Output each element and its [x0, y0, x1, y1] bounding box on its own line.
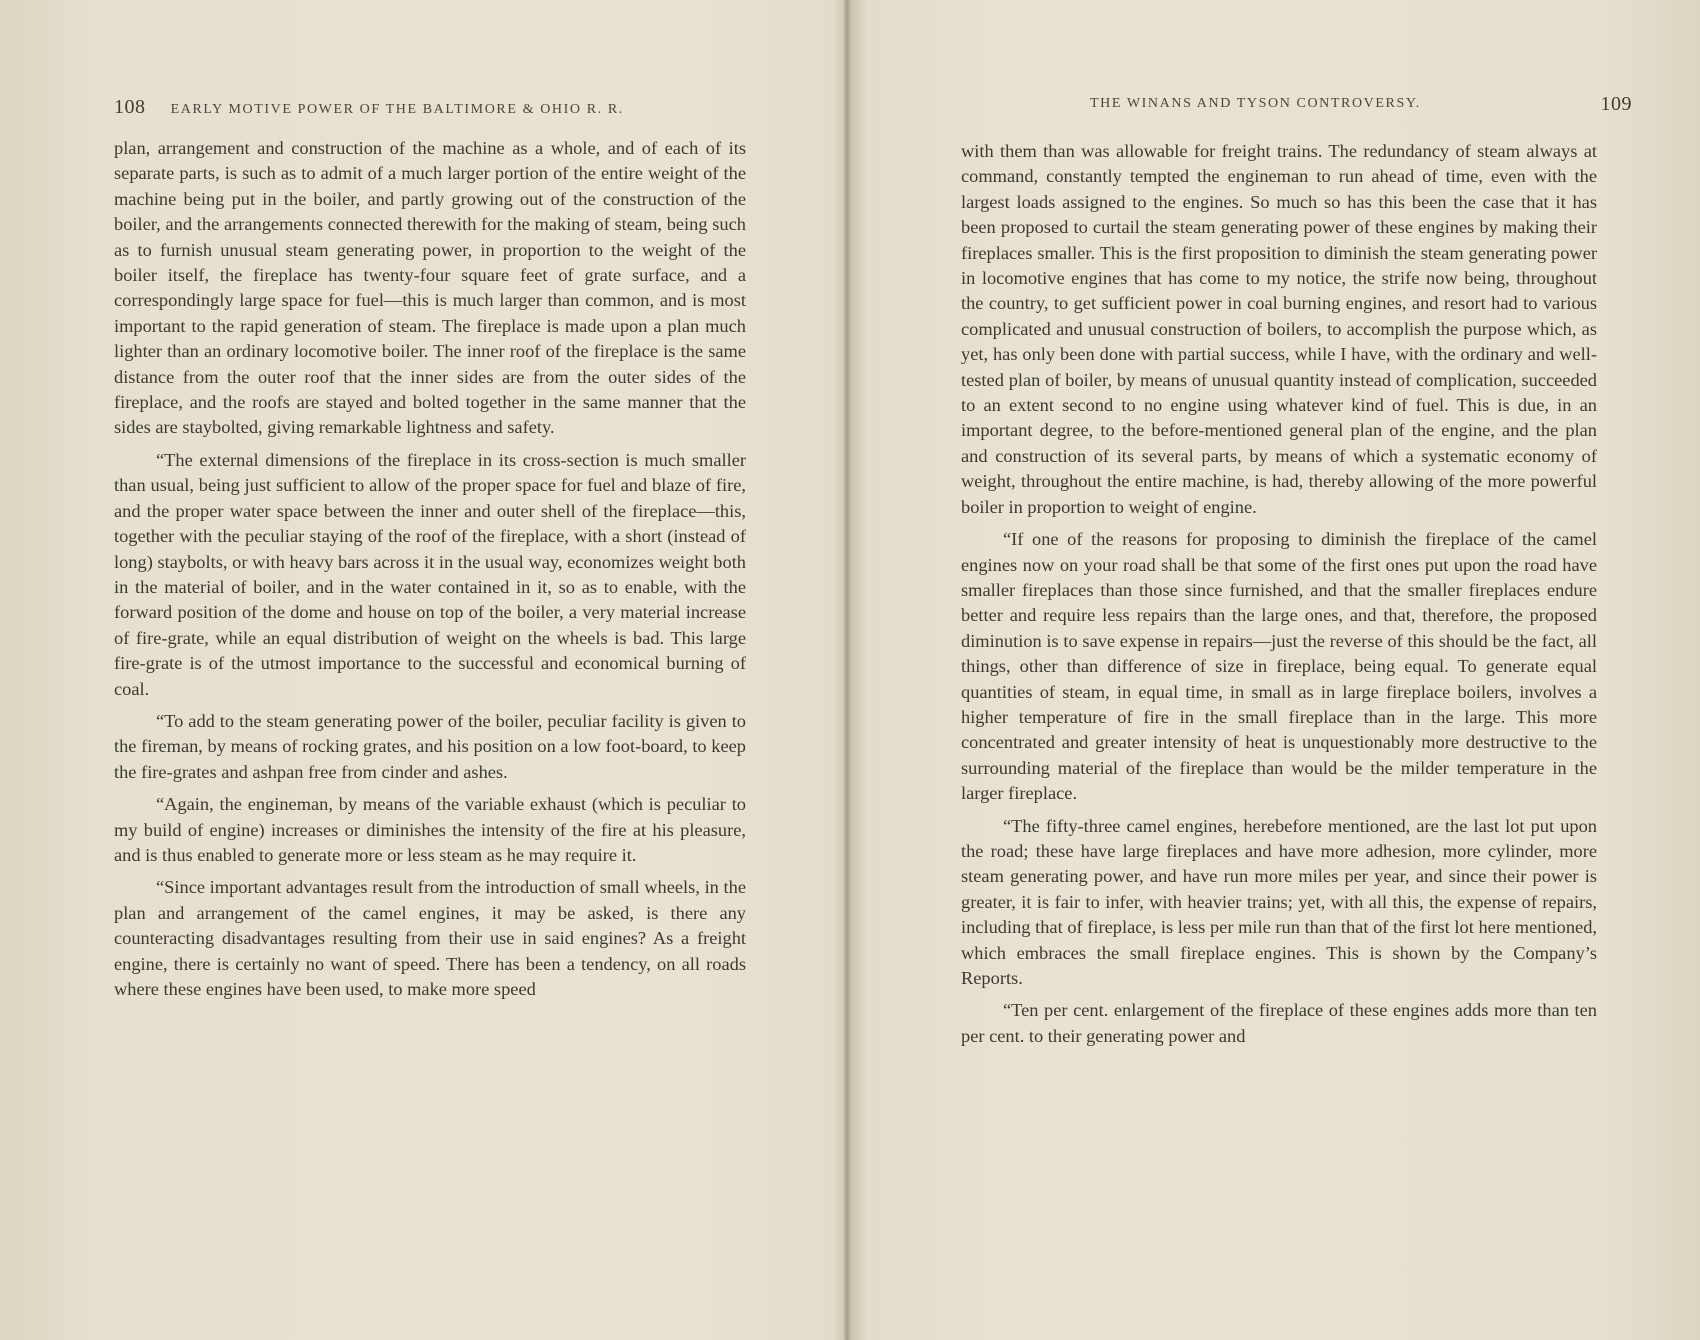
paragraph: “To add to the steam generating power of the boiler, peculiar facility is given to the fireman, by means of rocking grates, and his position on a low foot-board, to keep the fire-grates and ashpan free from cinder and ashes. [114, 710, 746, 782]
paragraph: plan, arrangement and construction of the machine as a whole, and of each of its separate parts, is such as to admit of a much larger portion of the entire weight of the machine being put in the boiler, and partly growing out of the construction of the boiler, and the arrangements connected therewith for the making of steam, being such as to furnish unusual steam generating power, in proportion to the weight of the boiler itself, the fireplace has twenty-four square feet of grate surface, and a correspondingly large space for fuel—this is much larger than common, and is most important to the rapid generation of steam. The fireplace is made upon a plan much lighter than an ordinary locomotive boiler. The inner roof of the fireplace is the same distance from the outer roof that the inner sides are from the outer sides of the fireplace, and the roofs are stayed and bolted together in the same manner that the sides are staybolted, giving remarkable lightness and safety. [114, 138, 746, 438]
right-text-block [961, 139, 1597, 1056]
paragraph: “Again, the engineman, by means of the variable exhaust (which is peculiar to my build of engine) increases or diminishes the intensity of the fire at his pleasure, and is thus enabled to generate more or less steam as he may require it. [114, 794, 746, 865]
left-running-title: EARLY MOTIVE POWER OF THE BALTIMORE & OHIO R. R. [170, 102, 624, 117]
paragraph: with them than was allowable for freight trains. The redundancy of steam always at command, constantly tempted the engineman to run ahead of time, even with the largest loads assigned to the engines. So much so has this been the case that it has been proposed to curtail the steam generating power of these engines by making their fireplaces smaller. This is the first proposition to diminish the steam generating power in locomotive engines that has come to my notice, the strife now being, throughout the country, to get sufficient power in coal burning engines, and resort had to various complicated and unusual construction of boilers, to accomplish the purpose which, as yet, has only been done with partial success, while I have, with the ordinary and well-tested plan of boiler, by means of unusual quantity instead of complication, succeeded to an extent second to no engine using whatever kind of fuel. This is due, in an important degree, to the before-mentioned general plan of the engine, and the plan and construction of its several parts, by means of which a systematic economy of weight, throughout the entire machine, is had, thereby allowing of the more powerful boiler in proportion to weight of engine. [961, 141, 1597, 517]
paragraph: “Since important advantages result from the introduction of small wheels, in the plan and arrangement of the camel engines, it may be asked, is there any counteracting disadvantages resulting from their use in said engines? As a freight engine, there is certainly no want of speed. There has been a tendency, on all roads where these engines have been used, to make more speed [114, 877, 746, 999]
right-page-number: 109 [1600, 93, 1632, 115]
left-running-head [114, 96, 674, 119]
paragraph: “The fifty-three camel engines, herebefore mentioned, are the last lot put upon the road; these have large fireplaces and have more adhesion, more cylinder, more steam generating power, and have run more miles per year, and since their power is greater, it is fair to infer, with heavier trains; yet, with all this, the expense of repairs, including that of fireplace, is less per mile run than that of the first lot here mentioned, which embraces the small fireplace engines. This is shown by the Company’s Reports. [961, 815, 1597, 988]
paragraph: “Ten per cent. enlargement of the fireplace of these engines adds more than ten per cent. to their generating power and [961, 1000, 1597, 1046]
left-page [0, 0, 846, 1340]
right-page [850, 0, 1700, 1340]
left-text-block [114, 136, 746, 1009]
paragraph: “The external dimensions of the fireplace in its cross-section is much smaller than usual, being just sufficient to allow of the proper space for fuel and blaze of fire, and the proper water space between the inner and outer shell of the fireplace—this, together with the peculiar staying of the roof of the fireplace, with a short (instead of long) staybolts, or with heavy bars across it in the usual way, economizes weight both in the material of boiler, and in the water contained in it, so as to enable, with the forward position of the dome and house on top of the boiler, a very material increase of fire-grate, while an equal distribution of weight on the wheels is bad. This large fire-grate is of the utmost importance to the successful and economical burning of coal. [114, 449, 746, 699]
left-page-number: 108 [114, 96, 146, 118]
paragraph: “If one of the reasons for proposing to diminish the fireplace of the camel engines now on your road shall be that some of the first ones put upon the road have smaller fireplaces than those since furnished, and that the smaller fireplaces endure better and require less repairs than the large ones, and that, therefore, the proposed diminution is to save expense in repairs—just the reverse of this should be the fact, all things, other than difference of size in fireplace, being equal. To generate equal quantities of steam, in equal time, in small as in large fireplace boilers, involves a higher temperature of fire in the small fireplace than in the large. This more concentrated and greater intensity of heat is unquestionably more destructive to the surrounding material of the fireplace than would be the milder temperature in the larger fireplace. [961, 529, 1597, 804]
right-running-title: THE WINANS AND TYSON CONTROVERSY. [1090, 96, 1421, 111]
right-running-head [1090, 93, 1632, 115]
